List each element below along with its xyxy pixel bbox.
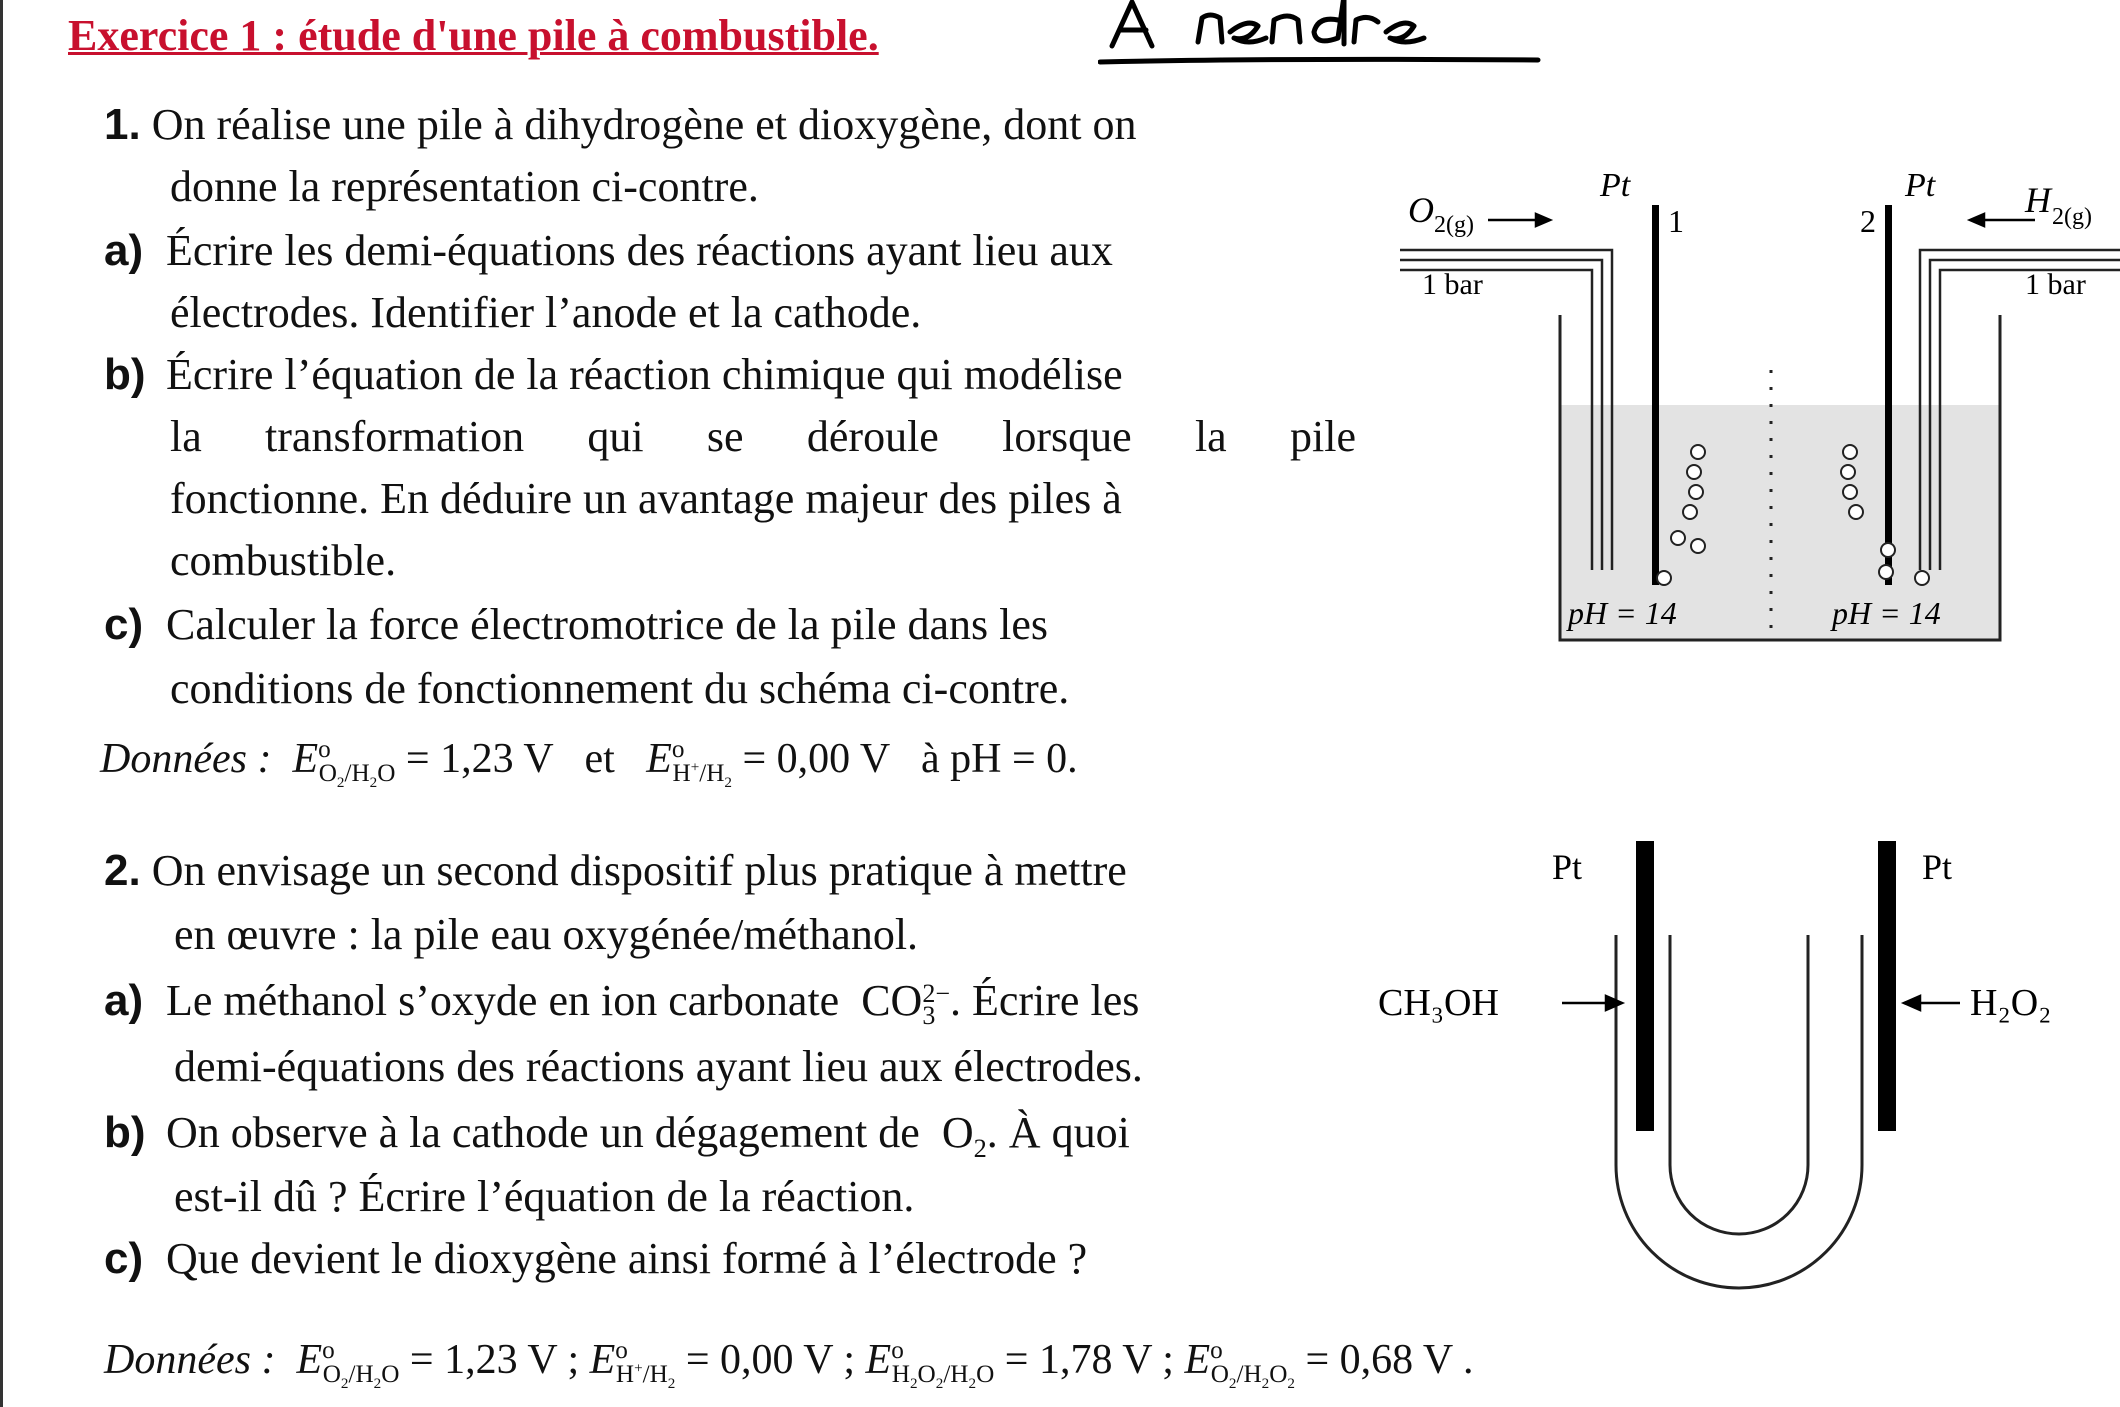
q2a-line1 — [104, 970, 1139, 1032]
q2-data-e1: 1,23 V — [444, 1337, 557, 1383]
q1b-line3: fonctionne. En déduire un avantage majeur des piles à — [170, 474, 1122, 523]
q2-data-e2: 0,00 V — [720, 1337, 833, 1383]
q1c-text: Calculer la force électromotrice de la pile dans les — [166, 600, 1049, 649]
o2-gas-label: O — [1408, 190, 1434, 230]
q1-data-label: Données : — [100, 736, 272, 782]
q2a-line2: demi-équations des réactions ayant lieu aux électrodes. — [174, 1042, 1143, 1091]
fuel-cell-diagram — [1400, 150, 2120, 650]
h2o2-inlet-arrow — [1904, 996, 1960, 1010]
q1c-line2: conditions de fonctionnement du schéma ci-contre. — [170, 664, 1070, 713]
ch3oh-inlet-arrow — [1562, 996, 1622, 1010]
left-pressure-label: 1 bar — [1422, 268, 1483, 301]
h2o2-label: H₂O₂ — [1970, 982, 2052, 1024]
q2-intro-text: On envisage un second dispositif plus pratique à mettre — [151, 846, 1127, 895]
carbonate-formula: CO 2− 3 — [850, 976, 950, 1030]
o2-formula: $O_2$ — [930, 1108, 987, 1163]
q1-data-line: Données : $E^o_{O_2/H_2O} = 1,23$ V et $E^o_{H^+/H_2} = 0,00$ V à pH = 0. — [100, 736, 1078, 792]
q2-number: 2. — [104, 846, 141, 895]
q2-intro-line1 — [104, 840, 1127, 902]
q2-intro-line2: en œuvre : la pile eau oxygénée/méthanol. — [174, 910, 919, 959]
u-tube-diagram — [1370, 835, 2110, 1310]
q2-data-e3: 1,78 V — [1038, 1337, 1152, 1383]
ch3oh-label: CH₃OH — [1378, 982, 1499, 1024]
q2b-label: b) — [104, 1108, 146, 1157]
q2b-line2: est-il dû ? Écrire l’équation de la réaction. — [174, 1172, 915, 1221]
diagram2-pt-right: Pt — [1922, 847, 1953, 887]
q2c-label: c) — [104, 1234, 144, 1283]
q1b-line4: combustible. — [170, 536, 397, 585]
q2a-text-pre: Le méthanol s’oxyde en ion carbonate — [166, 976, 840, 1025]
q1b-text: Écrire l’équation de la réaction chimique qui modélise — [166, 350, 1123, 399]
q1-data-ph: à pH = 0. — [921, 736, 1078, 782]
q2-data-e4: 0,68 V . — [1339, 1337, 1474, 1383]
q2a-text-post: . Écrire les — [950, 976, 1140, 1025]
q1-data-e2: 0,00 V — [776, 736, 890, 782]
ph-right-label: pH = 14 — [1832, 595, 1941, 631]
q1a-text: Écrire les demi-équations des réactions ayant lieu aux — [166, 226, 1113, 275]
h2-gas-sub: 2(g) — [2052, 204, 2092, 230]
q1-data-e1: 1,23 V — [440, 736, 553, 782]
q1b-line2-text: la transformation qui se déroule lorsque la pile — [170, 412, 1356, 461]
diagram1-pt-left: Pt — [1600, 167, 1631, 204]
o2-inlet-arrow — [1488, 214, 1550, 226]
pt-electrode-right — [1878, 841, 1896, 1131]
q1c-label: c) — [104, 600, 144, 649]
q1a-line2: électrodes. Identifier l’anode et la cathode. — [170, 288, 922, 337]
handwritten-note-a-rendre — [1098, 0, 1568, 73]
diagram1-pt-right: Pt — [1905, 167, 1936, 204]
q1c-line1 — [104, 594, 1048, 656]
diagram1-num-1: 1 — [1668, 203, 1684, 239]
q1b-line1 — [104, 344, 1123, 406]
exercise-title: Exercice 1 : étude d'une pile à combustible. — [68, 11, 879, 60]
q2-data-label: Données : — [104, 1337, 276, 1383]
right-pressure-label: 1 bar — [2025, 268, 2086, 301]
q1a-line1 — [104, 220, 1113, 282]
q2c-line1 — [104, 1228, 1087, 1290]
q1b-line2 — [170, 406, 1356, 468]
q2b-text-pre: On observe à la cathode un dégagement de — [166, 1108, 920, 1157]
q1-data-et: et — [584, 736, 615, 782]
q2c-text: Que devient le dioxygène ainsi formé à l’électrode ? — [166, 1234, 1088, 1283]
pt-electrode-left — [1636, 841, 1654, 1131]
diagram1-num-2: 2 — [1860, 203, 1876, 239]
diagram2-pt-left: Pt — [1552, 847, 1583, 887]
page-left-border — [0, 0, 3, 1407]
q1-intro-line2: donne la représentation ci-contre. — [170, 162, 759, 211]
q1a-label: a) — [104, 226, 144, 275]
q1-number: 1. — [104, 100, 141, 149]
electrode-2 — [1885, 205, 1892, 585]
q1b-label: b) — [104, 350, 146, 399]
q2-data-line: Données : $E^o_{O_2/H_2O} = 1,23$ V ; $E^o_{H^+/H_2} = 0,00$ V ; $E^o_{H_2O_2/H_2O} = 1,78$ V ; $E^o_{O_2/H_2O_2} = 0,68$ V . — [104, 1337, 1474, 1393]
q1-intro-line1 — [104, 94, 1137, 156]
electrode-1 — [1652, 205, 1659, 585]
q2b-text-post: . À quoi — [986, 1108, 1130, 1157]
u-tube-inner — [1670, 935, 1808, 1234]
ph-left-label: pH = 14 — [1568, 595, 1677, 631]
o2-gas-sub: 2(g) — [1434, 212, 1474, 238]
q2a-label: a) — [104, 976, 144, 1025]
h2-gas-label: H — [2025, 180, 2051, 220]
q1-intro-text: On réalise une pile à dihydrogène et dioxygène, dont on — [151, 100, 1137, 149]
